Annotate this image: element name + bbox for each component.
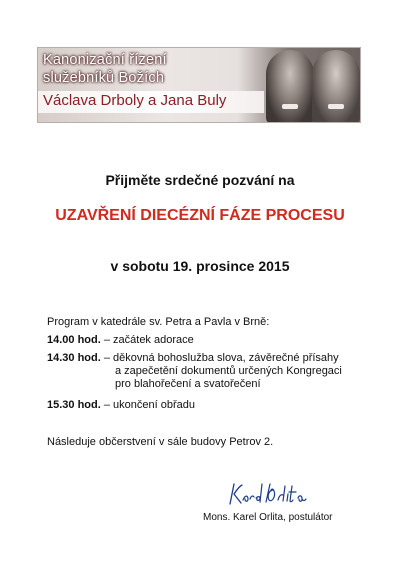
refreshments-note: Následuje občerstvení v sále budovy Petrov 2. bbox=[47, 436, 274, 448]
program-desc-cont: pro blahořečení a svatořečení bbox=[115, 378, 261, 390]
portrait-photo-drbola bbox=[266, 50, 314, 123]
header-banner bbox=[37, 47, 361, 123]
program-intro: Program v katedrále sv. Petra a Pavla v Brně: bbox=[47, 316, 270, 328]
banner-title-line1: Kanonizační řízení bbox=[43, 52, 167, 68]
invitation-text: Přijměte srdečné pozvání na bbox=[105, 172, 295, 188]
event-title: UZAVŘENÍ DIECÉZNÍ FÁZE PROCESU bbox=[55, 207, 345, 224]
event-date: v sobotu 19. prosince 2015 bbox=[110, 258, 290, 274]
signer-name: Mons. Karel Orlita, postulátor bbox=[203, 512, 333, 523]
portrait-photo-bula bbox=[312, 50, 360, 123]
banner-title-line2: služebníků Božích bbox=[43, 70, 165, 86]
banner-names: Václava Drboly a Jana Buly bbox=[43, 92, 227, 109]
handwritten-signature bbox=[226, 478, 308, 513]
program-item bbox=[47, 399, 195, 412]
program-desc: – začátek adorace bbox=[100, 334, 194, 346]
program-time: 14.00 hod. bbox=[47, 334, 101, 346]
program-time: 14.30 hod. bbox=[47, 352, 101, 364]
program-item bbox=[47, 334, 194, 347]
program-time: 15.30 hod. bbox=[47, 399, 101, 411]
program-desc-cont: a zapečetění dokumentů určených Kongregaci bbox=[115, 365, 342, 377]
program-desc: – ukončení obřadu bbox=[100, 399, 195, 411]
program-item bbox=[47, 352, 339, 365]
program-desc: – děkovná bohoslužba slova, závěrečné přísahy bbox=[100, 352, 339, 364]
